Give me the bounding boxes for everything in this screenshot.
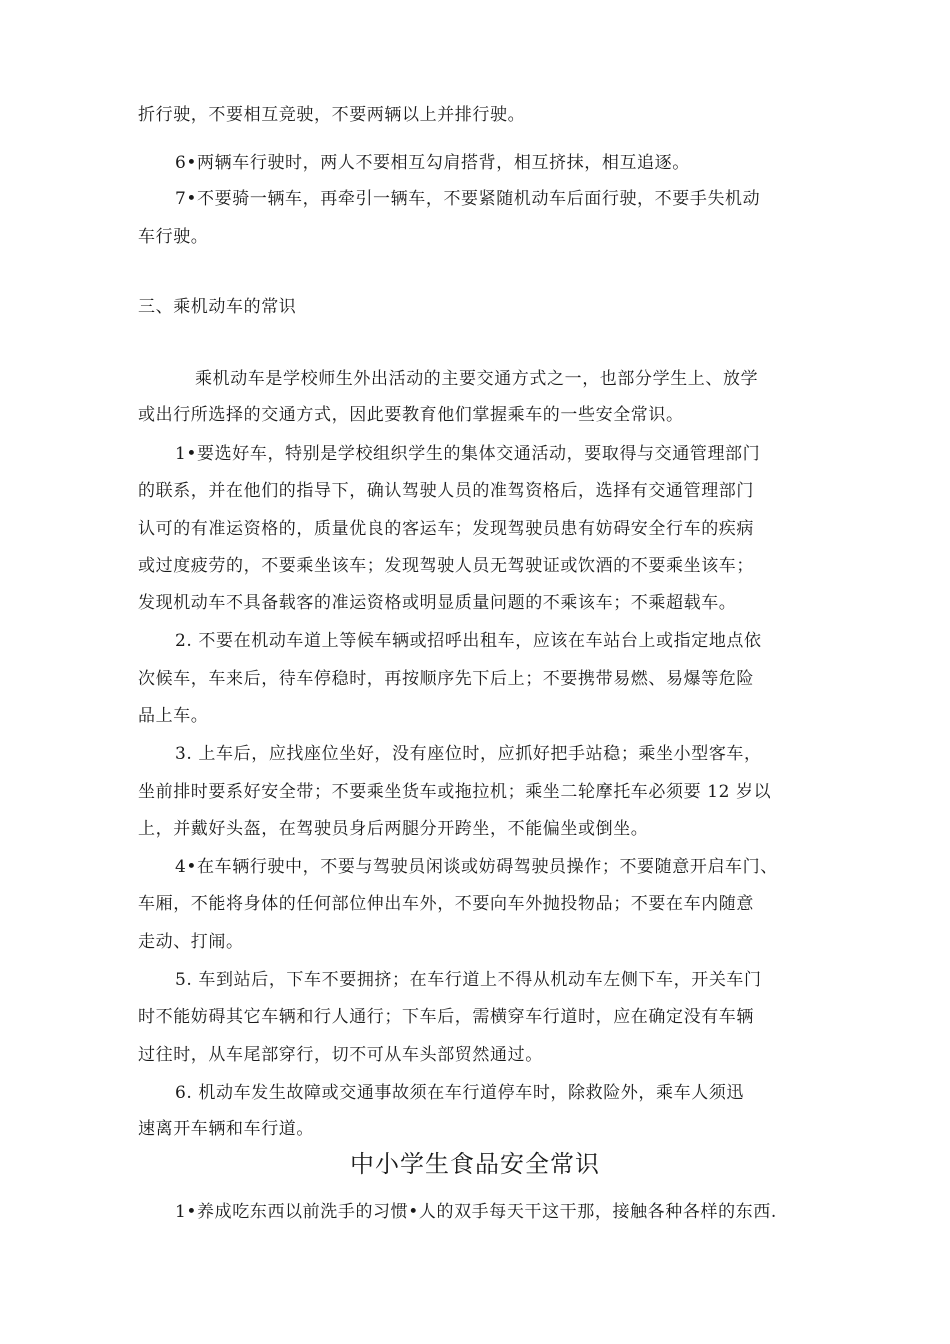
list-item-6b: 6. 机动车发生故障或交通事故须在车行道停车时，除救险外，乘车人须迅 <box>175 1083 745 1103</box>
list-item-7: 7•不要骑一辆车，再牵引一辆车，不要紧随机动车后面行驶，不要手失机动 <box>175 189 761 209</box>
paragraph-line: 折行驶，不要相互竞驶，不要两辆以上并排行驶。 <box>138 105 526 125</box>
paragraph-line: 时不能妨碍其它车辆和行人通行；下车后，需横穿车行道时，应在确定没有车辆 <box>138 1007 754 1027</box>
paragraph-line: 车厢，不能将身体的任何部位伸出车外，不要向车外抛投物品；不要在车内随意 <box>138 894 754 914</box>
paragraph-line: 坐前排时要系好安全带；不要乘坐货车或拖拉机；乘坐二轮摩托车必须要 12 岁以 <box>138 782 772 802</box>
paragraph-line: 车行驶。 <box>138 227 209 247</box>
paragraph-line: 的联系，并在他们的指导下，确认驾驶人员的准驾资格后，选择有交通管理部门 <box>138 481 754 501</box>
list-item-2: 2. 不要在机动车道上等候车辆或招呼出租车，应该在车站台上或指定地点依 <box>175 631 762 651</box>
paragraph-line: 发现机动车不具备载客的准运资格或明显质量问题的不乘该车；不乘超载车。 <box>138 593 737 613</box>
section-title: 中小学生食品安全常识 <box>350 1150 600 1178</box>
paragraph-line: 认可的有准运资格的，质量优良的客运车；发现驾驶员患有妨碍安全行车的疾病 <box>138 519 754 539</box>
list-item-1: 1•要选好车，特别是学校组织学生的集体交通活动，要取得与交通管理部门 <box>175 444 761 464</box>
paragraph-line: 速离开车辆和车行道。 <box>138 1119 314 1139</box>
list-item-5: 5. 车到站后，下车不要拥挤；在车行道上不得从机动车左侧下车，开关车门 <box>175 970 762 990</box>
paragraph-line: 上，并戴好头盔，在驾驶员身后两腿分开跨坐，不能偏坐或倒坐。 <box>138 819 649 839</box>
paragraph-line: 过往时，从车尾部穿行，切不可从车头部贸然通过。 <box>138 1045 543 1065</box>
list-item-3: 3. 上车后，应找座位坐好，没有座位时，应抓好把手站稳；乘坐小型客车， <box>175 744 762 764</box>
section-heading: 三、乘机动车的常识 <box>138 297 297 317</box>
list-item-6: 6•两辆车行驶时，两人不要相互勾肩搭背，相互挤抹，相互追逐。 <box>175 153 690 173</box>
list-item-4: 4•在车辆行驶中，不要与驾驶员闲谈或妨碍驾驶员操作；不要随意开启车门、 <box>175 857 778 877</box>
paragraph-line: 品上车。 <box>138 706 209 726</box>
paragraph-line: 或过度疲劳的，不要乘坐该车；发现驾驶人员无驾驶证或饮酒的不要乘坐该车； <box>138 556 754 576</box>
paragraph-line: 或出行所选择的交通方式，因此要教育他们掌握乘车的一些安全常识。 <box>138 405 684 425</box>
paragraph-line: 乘机动车是学校师生外出活动的主要交通方式之一，也部分学生上、放学 <box>195 369 759 389</box>
list-item-food-1: 1•养成吃东西以前洗手的习惯•人的双手每天干这干那，接触各种各样的东西. <box>175 1202 777 1222</box>
paragraph-line: 次候车，车来后，待车停稳时，再按顺序先下后上；不要携带易燃、易爆等危险 <box>138 669 754 689</box>
paragraph-line: 走动、打闹。 <box>138 932 244 952</box>
